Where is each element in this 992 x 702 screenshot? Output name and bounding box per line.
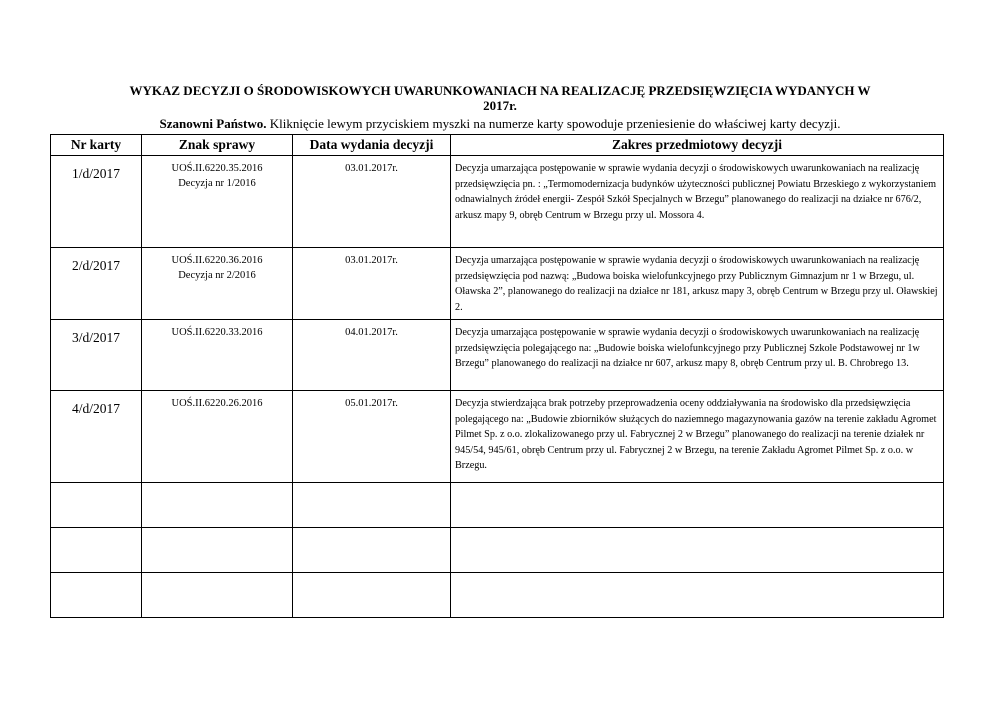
title-line-1: WYKAZ DECYZJI O ŚRODOWISKOWYCH UWARUNKOWANIACH NA REALIZACJĘ PRZEDSIĘWZIĘCIA WYDANYCH W: [129, 83, 871, 98]
case-sign-cell: [142, 391, 293, 483]
notice-text: Kliknięcie lewym przyciskiem myszki na numerze karty spowoduje przeniesienie do właściwej karty decyzji.: [266, 116, 841, 131]
empty-cell: [142, 528, 293, 573]
issue-date-cell: 05.01.2017r.: [293, 391, 451, 483]
card-number-cell: [51, 156, 142, 248]
empty-cell: [451, 483, 944, 528]
empty-cell: [51, 528, 142, 573]
empty-cell: [451, 528, 944, 573]
empty-cell: [293, 528, 451, 573]
column-header-znak-sprawy: Znak sprawy: [142, 135, 293, 156]
empty-cell: [451, 573, 944, 618]
title-line-2: 2017r.: [483, 98, 517, 113]
table-header-row: [51, 135, 944, 156]
card-number-cell: [51, 391, 142, 483]
empty-cell: [51, 483, 142, 528]
issue-date-cell: 04.01.2017r.: [293, 320, 451, 391]
column-header-nr-karty: Nr karty: [51, 135, 142, 156]
column-header-zakres: Zakres przedmiotowy decyzji: [451, 135, 944, 156]
instruction-notice: [50, 116, 950, 131]
empty-table-row: [51, 573, 944, 618]
empty-table-row: [51, 483, 944, 528]
decision-scope-cell: Decyzja stwierdzająca brak potrzeby przeprowadzenia oceny oddziaływania na środowisko dla przedsięwzięcia polegającego na: „Budowie zbiorników służących do naziemnego magazynowania gazów na terenie zakładu Agromet Pilmet Sp. z o.o. zlokalizowanego przy ul. Fabrycznej 2 w Brzegu” planowanego do realizacji na terenie działek nr 945/54, 945/61, obręb Centrum przy ul. Fabrycznej 2 w Brzegu, na terenie Zakładu Agromet Pilmet Sp. z o.o. w Brzegu.: [451, 391, 944, 483]
case-sign-cell: [142, 248, 293, 320]
case-sign: UOŚ.II.6220.26.2016: [171, 398, 263, 409]
column-header-data-wydania: Data wydania decyzji: [293, 135, 451, 156]
decision-number: Decyzja nr 1/2016: [178, 178, 256, 189]
empty-table-row: [51, 528, 944, 573]
card-link[interactable]: 3/d/2017: [71, 330, 120, 345]
document-title: [50, 83, 950, 113]
decisions-table: [50, 134, 944, 618]
empty-cell: [142, 483, 293, 528]
case-sign-cell: [142, 156, 293, 248]
table-row: [51, 320, 944, 391]
empty-cell: [293, 483, 451, 528]
empty-cell: [51, 573, 142, 618]
case-sign-cell: [142, 320, 293, 391]
card-link[interactable]: 4/d/2017: [71, 401, 120, 416]
card-number-cell: [51, 320, 142, 391]
card-number-cell: [51, 248, 142, 320]
case-sign: UOŚ.II.6220.35.2016: [171, 163, 263, 174]
issue-date-cell: 03.01.2017r.: [293, 156, 451, 248]
card-link[interactable]: 1/d/2017: [71, 166, 120, 181]
decision-scope-cell: Decyzja umarzająca postępowanie w sprawie wydania decyzji o środowiskowych uwarunkowaniach na realizację przedsięwzięcia pod nazwą: „Budowa boiska wielofunkcyjnego przy Publicznym Gimnazjum nr 1 w Brzegu, ul. Oławska 2”, planowanego do realizacji na działce nr 181, arkusz mapy 3, obręb Centrum w Brzegu przy ul. Oławskiej 2.: [451, 248, 944, 320]
decision-scope-cell: Decyzja umarzająca postępowanie w sprawie wydania decyzji o środowiskowych uwarunkowaniach na realizację przedsięwzięcia pn. : „Termomodernizacja budynków użyteczności publicznej Powiatu Brzeskiego z wykorzystaniem odnawialnych źródeł energii- Zespół Szkół Specjalnych w Brzegu” planowanego do realizacji na działce nr 676/2, arkusz mapy 9, obręb Centrum w Brzegu przy ul. Mossora 4.: [451, 156, 944, 248]
notice-greeting: Szanowni Państwo.: [159, 116, 267, 131]
empty-cell: [142, 573, 293, 618]
card-link[interactable]: 2/d/2017: [71, 258, 120, 273]
issue-date-cell: 03.01.2017r.: [293, 248, 451, 320]
case-sign: UOŚ.II.6220.33.2016: [171, 327, 263, 338]
decision-scope-cell: Decyzja umarzająca postępowanie w sprawie wydania decyzji o środowiskowych uwarunkowaniach na realizację przedsięwzięcia polegającego na: „Budowie boiska wielofunkcyjnego przy Publicznej Szkole Podstawowej nr 1w Brzegu” planowanego do realizacji na działce nr 607, arkusz mapy 8, obręb Centrum przy ul. B. Chrobrego 13.: [451, 320, 944, 391]
decision-number: Decyzja nr 2/2016: [178, 270, 256, 281]
table-row: [51, 156, 944, 248]
table-row: [51, 391, 944, 483]
empty-cell: [293, 573, 451, 618]
case-sign: UOŚ.II.6220.36.2016: [171, 255, 263, 266]
table-row: [51, 248, 944, 320]
